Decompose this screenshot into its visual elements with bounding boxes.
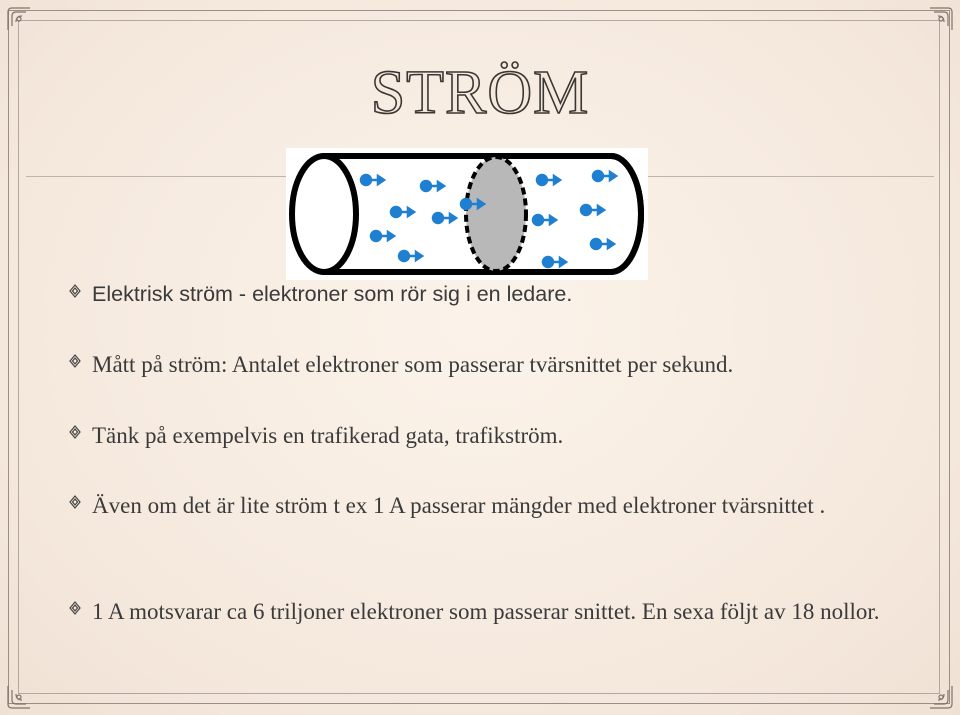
list-item (68, 419, 918, 452)
bullet-text: Mått på ström: Antalet elektroner som passerar tvärsnittet per sekund. (92, 352, 734, 377)
slide-title: STRÖM (370, 59, 590, 127)
list-item (68, 489, 918, 522)
bullet-text: Även om det är lite ström t ex 1 A passerar mängder med elektroner tvärsnittet . (92, 493, 826, 518)
diamond-bullet-icon (68, 495, 82, 509)
diamond-bullet-icon (68, 284, 82, 298)
diamond-bullet-icon (68, 425, 82, 439)
bullet-text: 1 A motsvarar ca 6 triljoner elektroner som passerar snittet. En sexa följt av 18 nollor. (92, 599, 880, 624)
diamond-bullet-icon (68, 354, 82, 368)
list-item (68, 595, 918, 628)
corner-ornament-icon (926, 4, 956, 34)
corner-ornament-icon (4, 682, 34, 712)
diamond-bullet-icon (68, 601, 82, 615)
bullet-text: Tänk på exempelvis en trafikerad gata, trafikström. (92, 423, 564, 448)
tube-with-electrons-icon (286, 148, 648, 280)
corner-ornament-icon (4, 4, 34, 34)
list-item (68, 348, 918, 381)
list-item (68, 278, 918, 311)
corner-ornament-icon (926, 682, 956, 712)
bullet-text: Elektrisk ström - elektroner som rör sig i en ledare. (92, 282, 573, 306)
